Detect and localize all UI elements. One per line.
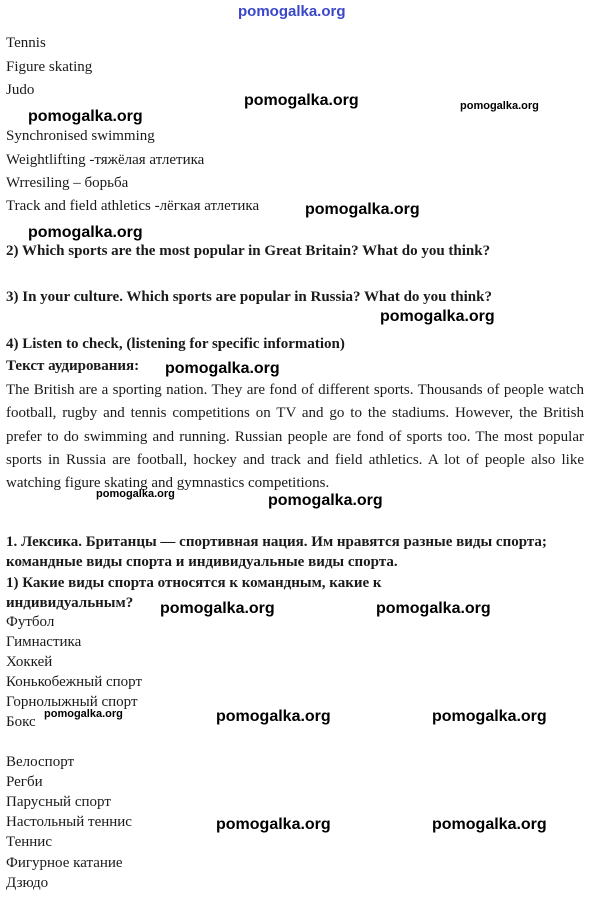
listening-text: The British are a sporting nation. They are fond of different sports. Thousands of people watch football, rugby and tennis competitions on TV and go to the stadiums. However, the British prefer to do swimming and running. Russian people are fond of sports too. The most popular sports in Russia are football, hockey and track and field athletics. A lot of people also like watching figure skating and gymnastics competitions. — [6, 382, 584, 492]
sport-item-ru: Дзюдо — [6, 875, 49, 891]
sport-item: Track and field athletics -лёгкая атлетика — [6, 198, 260, 214]
sport-item-ru: Хоккей — [6, 654, 53, 670]
watermark: pomogalka.org — [244, 92, 359, 109]
section-1-heading: 1. Лексика. Британцы — спортивная нация. Им нравятся разные виды спорта; командные виды спорта и индивидуальные виды спорта. — [6, 534, 547, 570]
sport-item-ru: Горнолыжный спорт — [6, 694, 138, 710]
sport-item-ru: Гимнастика — [6, 634, 82, 650]
sport-item: Weightlifting -тяжёлая атлетика — [6, 152, 205, 168]
sport-item: Wrresiling – борьба — [6, 175, 129, 191]
sport-item: Judo — [6, 82, 35, 98]
sport-item-ru: Настольный теннис — [6, 814, 132, 830]
sport-item-ru: Велоспорт — [6, 754, 75, 770]
sport-item-ru: Футбол — [6, 614, 55, 630]
watermark: pomogalka.org — [380, 308, 495, 325]
watermark: pomogalka.org — [44, 708, 123, 720]
question-2: 2) Which sports are the most popular in Great Britain? What do you think? — [6, 243, 491, 259]
watermark: pomogalka.org — [165, 360, 280, 377]
sport-item-ru: Парусный спорт — [6, 794, 111, 810]
sport-item-ru: Фигурное катание — [6, 855, 123, 871]
sport-item-ru: Бокс — [6, 714, 36, 730]
watermark: pomogalka.org — [96, 488, 175, 500]
watermark-header: pomogalka.org — [238, 3, 346, 20]
section-1-question: 1) Какие виды спорта относятся к командным, какие к индивидуальным? — [6, 575, 382, 611]
sport-item-ru: Конькобежный спорт — [6, 674, 143, 690]
sport-item-ru: Регби — [6, 774, 43, 790]
sport-item: Synchronised swimming — [6, 128, 155, 144]
question-3: 3) In your culture. Which sports are popular in Russia? What do you think? — [6, 289, 492, 305]
watermark: pomogalka.org — [460, 100, 539, 112]
question-4: 4) Listen to check, (listening for specific information) — [6, 336, 345, 352]
watermark: pomogalka.org — [376, 600, 491, 617]
watermark: pomogalka.org — [28, 224, 143, 241]
watermark: pomogalka.org — [432, 816, 547, 833]
watermark: pomogalka.org — [216, 708, 331, 725]
watermark: pomogalka.org — [432, 708, 547, 725]
sport-item: Tennis — [6, 35, 46, 51]
watermark: pomogalka.org — [305, 201, 420, 218]
watermark: pomogalka.org — [268, 492, 383, 509]
sport-item: Figure skating — [6, 59, 93, 75]
watermark: pomogalka.org — [160, 600, 275, 617]
watermark: pomogalka.org — [28, 108, 143, 125]
listening-heading: Текст аудирования: — [6, 358, 140, 374]
sport-item-ru: Теннис — [6, 834, 52, 850]
watermark: pomogalka.org — [216, 816, 331, 833]
